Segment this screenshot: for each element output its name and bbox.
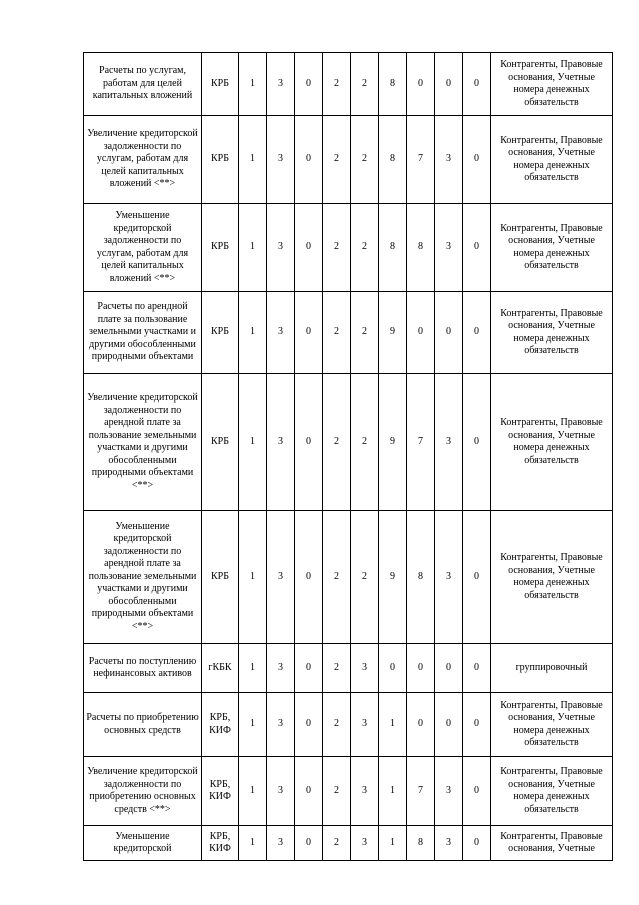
code-digit-cell: 3 (267, 511, 295, 644)
code-digit-cell: 0 (295, 53, 323, 116)
code-digit-cell: 2 (323, 53, 351, 116)
table-row (84, 116, 613, 204)
code-digit-cell: 1 (239, 374, 267, 511)
code-digit-cell: 3 (351, 757, 379, 826)
code-digit-cell: 1 (239, 53, 267, 116)
code-digit-cell: 2 (351, 204, 379, 292)
code-digit-cell: 0 (295, 757, 323, 826)
table-row (84, 644, 613, 693)
code-digit-cell: 3 (267, 644, 295, 693)
source-cell: КРБ, КИФ (202, 757, 239, 826)
analytics-cell: Контрагенты, Правовые основания, Учетные номера денежных обязательств (491, 116, 613, 204)
code-digit-cell: 3 (351, 826, 379, 861)
source-cell: КРБ (202, 204, 239, 292)
code-digit-cell: 0 (463, 53, 491, 116)
table-row (84, 511, 613, 644)
code-digit-cell: 2 (323, 116, 351, 204)
account-name-cell: Увеличение кредиторской задолженности по услугам, работам для целей капитальных вложений <**> (84, 116, 202, 204)
source-cell: КРБ (202, 511, 239, 644)
table-row (84, 292, 613, 374)
analytics-cell: Контрагенты, Правовые основания, Учетные номера денежных обязательств (491, 292, 613, 374)
code-digit-cell: 9 (379, 511, 407, 644)
code-digit-cell: 0 (295, 644, 323, 693)
source-cell: КРБ (202, 116, 239, 204)
analytics-cell: Контрагенты, Правовые основания, Учетные номера денежных обязательств (491, 511, 613, 644)
analytics-cell: Контрагенты, Правовые основания, Учетные номера денежных обязательств (491, 757, 613, 826)
code-digit-cell: 0 (295, 826, 323, 861)
source-cell: КРБ, КИФ (202, 693, 239, 757)
code-digit-cell: 0 (295, 204, 323, 292)
code-digit-cell: 7 (407, 116, 435, 204)
table-row (84, 693, 613, 757)
account-name-cell: Уменьшение кредиторской (84, 826, 202, 861)
code-digit-cell: 8 (407, 826, 435, 861)
code-digit-cell: 0 (463, 511, 491, 644)
account-name-cell: Уменьшение кредиторской задолженности по услугам, работам для целей капитальных вложений <**> (84, 204, 202, 292)
code-digit-cell: 2 (323, 204, 351, 292)
code-digit-cell: 0 (435, 53, 463, 116)
code-digit-cell: 1 (379, 757, 407, 826)
code-digit-cell: 1 (239, 757, 267, 826)
code-digit-cell: 3 (267, 757, 295, 826)
code-digit-cell: 0 (407, 693, 435, 757)
code-digit-cell: 2 (351, 374, 379, 511)
code-digit-cell: 2 (323, 374, 351, 511)
source-cell: КРБ (202, 292, 239, 374)
code-digit-cell: 0 (463, 374, 491, 511)
code-digit-cell: 3 (351, 693, 379, 757)
code-digit-cell: 2 (351, 511, 379, 644)
code-digit-cell: 7 (407, 374, 435, 511)
table-row (84, 204, 613, 292)
code-digit-cell: 0 (295, 511, 323, 644)
code-digit-cell: 3 (267, 374, 295, 511)
code-digit-cell: 3 (435, 204, 463, 292)
account-name-cell: Уменьшение кредиторской задолженности по арендной плате за пользование земельными участками и другими обособленными природными объектами <**> (84, 511, 202, 644)
code-digit-cell: 1 (239, 116, 267, 204)
code-digit-cell: 1 (239, 292, 267, 374)
code-digit-cell: 0 (463, 693, 491, 757)
code-digit-cell: 0 (435, 693, 463, 757)
source-cell: КРБ (202, 374, 239, 511)
code-digit-cell: 0 (435, 644, 463, 693)
code-digit-cell: 0 (463, 644, 491, 693)
code-digit-cell: 2 (351, 292, 379, 374)
code-digit-cell: 3 (267, 292, 295, 374)
code-digit-cell: 0 (435, 292, 463, 374)
code-digit-cell: 2 (351, 53, 379, 116)
account-name-cell: Увеличение кредиторской задолженности по арендной плате за пользование земельными участками и другими обособленными природными объектами <**> (84, 374, 202, 511)
source-cell: гКБК (202, 644, 239, 693)
analytics-cell: Контрагенты, Правовые основания, Учетные номера денежных обязательств (491, 693, 613, 757)
code-digit-cell: 0 (463, 116, 491, 204)
code-digit-cell: 3 (267, 204, 295, 292)
account-name-cell: Расчеты по приобретению основных средств (84, 693, 202, 757)
code-digit-cell: 1 (239, 644, 267, 693)
code-digit-cell: 8 (407, 511, 435, 644)
code-digit-cell: 9 (379, 292, 407, 374)
code-digit-cell: 0 (407, 644, 435, 693)
table-body (84, 53, 613, 861)
account-name-cell: Расчеты по услугам, работам для целей капитальных вложений (84, 53, 202, 116)
analytics-cell: Контрагенты, Правовые основания, Учетные номера денежных обязательств (491, 204, 613, 292)
code-digit-cell: 8 (407, 204, 435, 292)
code-digit-cell: 3 (267, 693, 295, 757)
analytics-cell: Контрагенты, Правовые основания, Учетные (491, 826, 613, 861)
code-digit-cell: 0 (463, 826, 491, 861)
code-digit-cell: 1 (239, 693, 267, 757)
account-name-cell: Расчеты по поступлению нефинансовых активов (84, 644, 202, 693)
table-row (84, 757, 613, 826)
code-digit-cell: 0 (379, 644, 407, 693)
account-name-cell: Увеличение кредиторской задолженности по приобретению основных средств <**> (84, 757, 202, 826)
code-digit-cell: 0 (463, 757, 491, 826)
table-row (84, 53, 613, 116)
code-digit-cell: 3 (267, 826, 295, 861)
account-name-cell: Расчеты по арендной плате за пользование земельными участками и другими обособленными природными объектами (84, 292, 202, 374)
code-digit-cell: 2 (323, 511, 351, 644)
code-digit-cell: 2 (323, 644, 351, 693)
code-digit-cell: 0 (295, 292, 323, 374)
code-digit-cell: 3 (267, 116, 295, 204)
code-digit-cell: 8 (379, 204, 407, 292)
code-digit-cell: 3 (435, 374, 463, 511)
code-digit-cell: 1 (239, 826, 267, 861)
code-digit-cell: 3 (435, 116, 463, 204)
analytics-cell: группировочный (491, 644, 613, 693)
code-digit-cell: 0 (407, 292, 435, 374)
code-digit-cell: 8 (379, 53, 407, 116)
code-digit-cell: 3 (435, 826, 463, 861)
code-digit-cell: 0 (295, 693, 323, 757)
code-digit-cell: 1 (379, 826, 407, 861)
code-digit-cell: 3 (351, 644, 379, 693)
code-digit-cell: 2 (323, 826, 351, 861)
code-digit-cell: 8 (379, 116, 407, 204)
source-cell: КРБ, КИФ (202, 826, 239, 861)
code-digit-cell: 3 (435, 511, 463, 644)
code-digit-cell: 0 (295, 374, 323, 511)
code-digit-cell: 2 (323, 693, 351, 757)
code-digit-cell: 0 (295, 116, 323, 204)
code-digit-cell: 1 (239, 511, 267, 644)
code-digit-cell: 3 (435, 757, 463, 826)
code-digit-cell: 9 (379, 374, 407, 511)
code-digit-cell: 1 (239, 204, 267, 292)
code-digit-cell: 3 (267, 53, 295, 116)
accounts-table (83, 52, 613, 861)
analytics-cell: Контрагенты, Правовые основания, Учетные номера денежных обязательств (491, 53, 613, 116)
code-digit-cell: 7 (407, 757, 435, 826)
table-row (84, 374, 613, 511)
code-digit-cell: 2 (323, 757, 351, 826)
code-digit-cell: 0 (463, 292, 491, 374)
code-digit-cell: 0 (407, 53, 435, 116)
table-row (84, 826, 613, 861)
analytics-cell: Контрагенты, Правовые основания, Учетные номера денежных обязательств (491, 374, 613, 511)
source-cell: КРБ (202, 53, 239, 116)
code-digit-cell: 1 (379, 693, 407, 757)
code-digit-cell: 2 (323, 292, 351, 374)
code-digit-cell: 2 (351, 116, 379, 204)
code-digit-cell: 0 (463, 204, 491, 292)
